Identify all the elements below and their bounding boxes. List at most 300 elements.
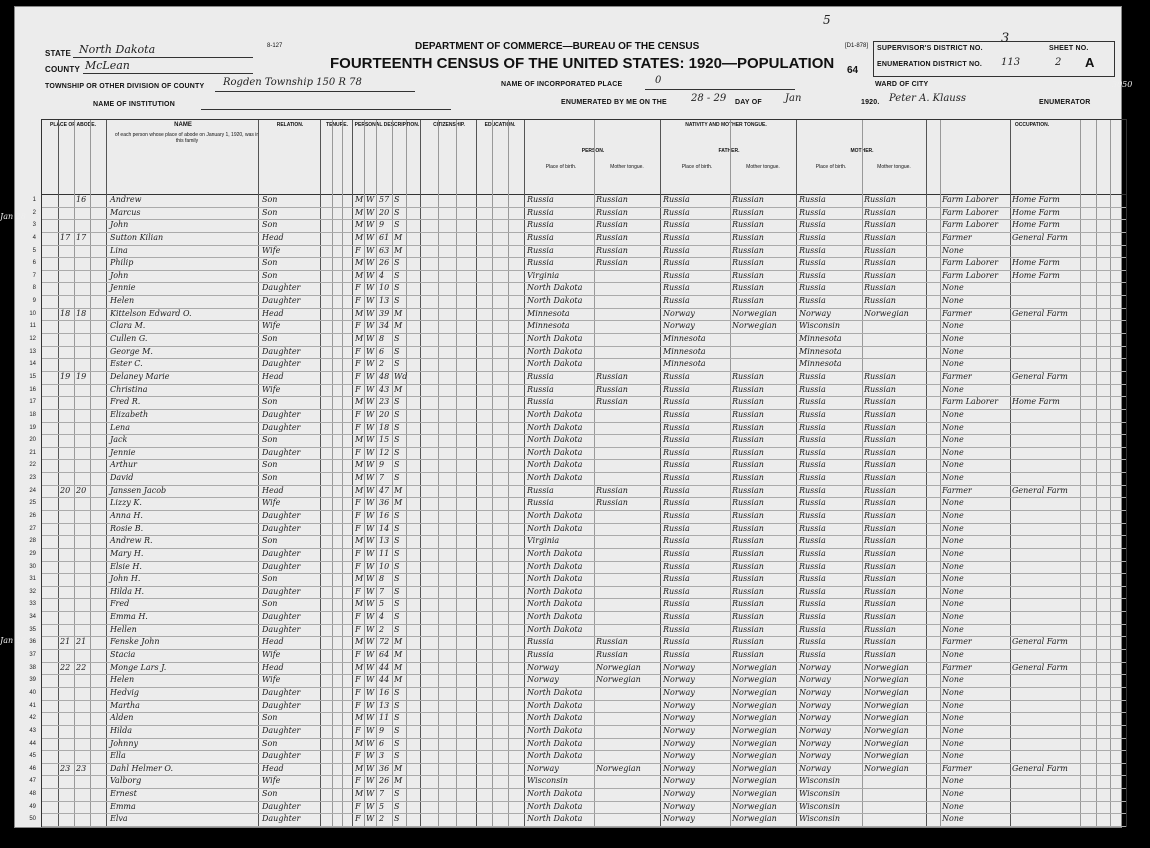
cell-birth: Virginia (527, 270, 560, 280)
cell-ft: Russian (732, 637, 764, 647)
cell-mt: Russian (864, 473, 896, 483)
cell-mar: S (394, 789, 400, 799)
cell-sex: M (355, 232, 364, 242)
cell-mar: S (394, 409, 400, 419)
cell-rel: Head (262, 662, 284, 672)
cell-name: Monge Lars J. (110, 662, 167, 672)
cell-race: W (366, 624, 375, 634)
table-row (29, 573, 1126, 587)
cell-fam: 22 (76, 662, 87, 672)
cell-mt: Russian (864, 624, 896, 634)
cell-name: Ester C. (110, 359, 143, 369)
cell-mb: Russia (799, 536, 826, 546)
cell-tongue: Russian (596, 485, 628, 495)
cell-ft: Russian (732, 245, 764, 255)
cell-age: 7 (379, 789, 385, 799)
cell-mb: Russia (799, 498, 826, 508)
cell-occ: Farm Laborer (942, 220, 999, 230)
cell-name: Elsie H. (110, 561, 142, 571)
cell-rel: Son (262, 460, 278, 470)
table-row (29, 472, 1126, 486)
cell-rel: Daughter (262, 447, 301, 457)
cell-ind: General Farm (1012, 485, 1068, 495)
cell-race: W (366, 270, 375, 280)
col-tenure: TENURE. (326, 122, 348, 128)
table-row (29, 611, 1126, 625)
cell-sex: M (355, 473, 364, 483)
table-row (32, 270, 1126, 284)
cell-mt: Russian (864, 258, 896, 268)
cell-ind: Home Farm (1012, 220, 1060, 230)
cell-race: W (366, 561, 375, 571)
cell-name: Alden (110, 713, 134, 723)
cell-mt: Russian (864, 460, 896, 470)
cell-ft: Norwegian (732, 763, 777, 773)
cell-rel: Daughter (262, 523, 301, 533)
cell-ind: Home Farm (1012, 258, 1060, 268)
cell-birth: Russia (527, 195, 554, 204)
cell-mar: S (394, 435, 400, 445)
table-row (32, 207, 1126, 221)
line-number: 15 (29, 373, 36, 380)
cell-ft: Russian (732, 599, 764, 609)
cell-ft: Norwegian (732, 662, 777, 672)
cell-race: W (366, 334, 375, 344)
cell-sex: F (355, 422, 361, 432)
cell-rel: Daughter (262, 283, 301, 293)
cell-occ: Farmer (942, 308, 972, 318)
cell-age: 4 (379, 270, 385, 280)
cell-birth: North Dakota (527, 422, 583, 432)
cell-mar: M (394, 308, 403, 318)
cell-fb: Russia (663, 599, 690, 609)
cell-rel: Daughter (262, 751, 301, 761)
cell-birth: North Dakota (527, 574, 583, 584)
cell-mar: S (394, 751, 400, 761)
cell-fam: 19 (76, 371, 87, 381)
cell-race: W (366, 612, 375, 622)
cell-fb: Russia (663, 384, 690, 394)
cell-ft: Russian (732, 409, 764, 419)
cell-race: W (366, 207, 375, 217)
cell-occ: None (942, 612, 964, 622)
cell-fb: Russia (663, 612, 690, 622)
cell-mt: Norwegian (864, 713, 909, 723)
cell-age: 8 (379, 574, 385, 584)
cell-tongue: Russian (596, 207, 628, 217)
cell-ft: Russian (732, 536, 764, 546)
col-mother: MOTHER. (850, 148, 874, 154)
cell-mar: S (394, 713, 400, 723)
cell-sex: M (355, 789, 364, 799)
cell-name: Hilda (110, 725, 132, 735)
cell-mb: Russia (799, 422, 826, 432)
cell-fam: 23 (76, 763, 87, 773)
cell-mar: S (394, 814, 400, 824)
cell-name: Hedvig (110, 687, 140, 697)
cell-mar: S (394, 687, 400, 697)
table-row (29, 561, 1126, 575)
cell-mar: S (394, 447, 400, 457)
cell-age: 20 (379, 207, 390, 217)
cell-occ: None (942, 650, 964, 660)
cell-ft: Russian (732, 195, 764, 204)
cell-race: W (366, 700, 375, 710)
cell-age: 13 (379, 296, 390, 306)
cell-sex: M (355, 308, 364, 318)
line-number: 10 (29, 310, 36, 317)
cell-rel: Daughter (262, 814, 301, 824)
cell-sex: F (355, 296, 361, 306)
cell-birth: North Dakota (527, 612, 583, 622)
cell-mar: Wd (394, 371, 408, 381)
cell-fb: Russia (663, 245, 690, 255)
line-number: 32 (29, 588, 36, 595)
cell-name: Andrew R. (110, 536, 153, 546)
state-value: North Dakota (79, 43, 156, 56)
cell-mt: Russian (864, 397, 896, 407)
cell-race: W (366, 523, 375, 533)
cell-occ: None (942, 675, 964, 685)
cell-ft: Russian (732, 650, 764, 660)
cell-name: Marcus (110, 207, 141, 217)
cell-fam: 17 (76, 232, 87, 242)
cell-sex: F (355, 700, 361, 710)
right-margin-number: 3050 (1112, 80, 1133, 89)
cell-occ: None (942, 511, 964, 520)
cell-sex: F (355, 624, 361, 634)
col-nativity: NATIVITY AND MOTHER TONGUE. (685, 122, 767, 128)
cell-fb: Russia (663, 498, 690, 508)
cell-name: Jack (110, 435, 128, 445)
cell-mb: Russia (799, 258, 826, 268)
cell-rel: Son (262, 397, 278, 407)
cell-mt: Russian (864, 511, 896, 520)
cell-rel: Wife (262, 245, 281, 255)
county-label: COUNTY (45, 65, 80, 74)
cell-rel: Son (262, 207, 278, 217)
line-number: 6 (32, 260, 36, 267)
cell-name: Kittelson Edward O. (110, 308, 192, 318)
cell-birth: North Dakota (527, 283, 583, 293)
cell-race: W (366, 789, 375, 799)
cell-age: 14 (379, 523, 390, 533)
cell-ft: Russian (732, 574, 764, 584)
cell-ind: Home Farm (1012, 207, 1060, 217)
cell-age: 44 (379, 675, 390, 685)
line-number: 1 (32, 197, 36, 203)
cell-sex: F (355, 801, 361, 811)
cell-age: 63 (379, 245, 390, 255)
cell-rel: Son (262, 473, 278, 483)
cell-sex: M (355, 435, 364, 445)
cell-race: W (366, 586, 375, 596)
cell-mb: Norway (799, 675, 831, 685)
corner-number: 64 (847, 65, 859, 76)
table-row (29, 624, 1126, 638)
cell-rel: Daughter (262, 687, 301, 697)
cell-fb: Minnesota (663, 346, 706, 356)
cell-name: Hellen (110, 624, 137, 634)
cell-name: Emma H. (110, 612, 148, 622)
cell-birth: North Dakota (527, 687, 583, 697)
line-number: 13 (29, 348, 36, 355)
line-number: 38 (29, 664, 36, 671)
cell-fb: Russia (663, 409, 690, 419)
cell-fb: Russia (663, 232, 690, 242)
cell-occ: Farm Laborer (942, 207, 999, 217)
cell-mb: Russia (799, 574, 826, 584)
col-mother-birth: Place of birth. (815, 164, 847, 170)
day-of-label: DAY OF (735, 99, 762, 106)
cell-mb: Russia (799, 599, 826, 609)
cell-rel: Head (262, 637, 284, 647)
cell-birth: Minnesota (527, 308, 570, 318)
cell-occ: None (942, 548, 964, 558)
cell-occ: None (942, 473, 964, 483)
cell-race: W (366, 662, 375, 672)
cell-occ: None (942, 245, 964, 255)
cell-race: W (366, 321, 375, 331)
cell-sex: F (355, 321, 361, 331)
cell-mb: Russia (799, 270, 826, 280)
cell-birth: North Dakota (527, 789, 583, 799)
cell-fb: Russia (663, 422, 690, 432)
cell-mt: Norwegian (864, 662, 909, 672)
cell-sex: M (355, 334, 364, 344)
table-row (29, 649, 1126, 663)
cell-age: 4 (379, 612, 385, 622)
cell-ft: Russian (732, 232, 764, 242)
cell-age: 9 (379, 460, 385, 470)
cell-occ: None (942, 713, 964, 723)
cell-occ: None (942, 498, 964, 508)
cell-sex: F (355, 523, 361, 533)
line-number: 21 (29, 449, 36, 456)
cell-occ: Farmer (942, 637, 972, 647)
table-column-headers (42, 120, 1126, 195)
cell-rel: Head (262, 371, 284, 381)
cell-name: John (110, 270, 129, 280)
cell-fb: Russia (663, 511, 690, 520)
cell-mt: Russian (864, 207, 896, 217)
cell-name: Sutton Kilian (110, 232, 164, 242)
cell-fb: Norway (663, 738, 695, 748)
table-row (29, 396, 1126, 410)
table-row (29, 510, 1126, 524)
cell-mar: M (394, 485, 403, 495)
cell-age: 23 (379, 397, 390, 407)
cell-mb: Russia (799, 397, 826, 407)
cell-age: 6 (379, 738, 385, 748)
cell-mt: Russian (864, 435, 896, 445)
cell-age: 2 (379, 359, 385, 369)
table-row (29, 763, 1126, 777)
cell-age: 34 (379, 321, 390, 331)
line-number: 39 (29, 677, 36, 684)
cell-race: W (366, 511, 375, 520)
enumerator-label: ENUMERATOR (1039, 99, 1091, 106)
year-value: 1920. (861, 99, 880, 106)
cell-fb: Russia (663, 195, 690, 204)
col-person-tongue: Mother tongue. (610, 164, 644, 170)
table-row (29, 434, 1126, 448)
cell-race: W (366, 637, 375, 647)
col-occupation: OCCUPATION. (1014, 122, 1050, 128)
cell-mb: Russia (799, 561, 826, 571)
cell-age: 44 (379, 662, 390, 672)
cell-mar: S (394, 346, 400, 356)
census-table (29, 119, 1127, 827)
cell-mar: M (394, 232, 403, 242)
cell-sex: M (355, 713, 364, 723)
cell-occ: Farm Laborer (942, 397, 999, 407)
cell-mt: Russian (864, 283, 896, 293)
cell-occ: None (942, 814, 964, 824)
cell-age: 11 (379, 713, 390, 723)
census-header (15, 7, 1121, 119)
cell-mb: Minnesota (799, 359, 842, 369)
cell-age: 8 (379, 334, 385, 344)
cell-mb: Norway (799, 662, 831, 672)
cell-rel: Wife (262, 498, 281, 508)
cell-race: W (366, 422, 375, 432)
cell-sex: F (355, 612, 361, 622)
cell-rel: Son (262, 536, 278, 546)
cell-race: W (366, 296, 375, 306)
cell-fb: Russia (663, 485, 690, 495)
table-row (29, 447, 1126, 461)
cell-fb: Russia (663, 586, 690, 596)
cell-rel: Daughter (262, 296, 301, 306)
cell-fb: Russia (663, 220, 690, 230)
cell-fb: Russia (663, 473, 690, 483)
cell-ft: Russian (732, 258, 764, 268)
cell-mar: S (394, 599, 400, 609)
cell-ft: Russian (732, 435, 764, 445)
cell-mb: Russia (799, 523, 826, 533)
cell-mar: S (394, 296, 400, 306)
cell-rel: Daughter (262, 725, 301, 735)
cell-fb: Russia (663, 296, 690, 306)
cell-mar: S (394, 801, 400, 811)
cell-mb: Norway (799, 751, 831, 761)
cell-sex: M (355, 270, 364, 280)
cell-rel: Head (262, 485, 284, 495)
cell-ft: Russian (732, 561, 764, 571)
cell-mar: M (394, 662, 403, 672)
cell-fb: Russia (663, 536, 690, 546)
cell-sex: F (355, 586, 361, 596)
cell-rel: Son (262, 599, 278, 609)
cell-race: W (366, 473, 375, 483)
table-row (29, 308, 1126, 322)
line-number: 23 (29, 475, 36, 482)
cell-sex: M (355, 207, 364, 217)
cell-fb: Russia (663, 283, 690, 293)
cell-race: W (366, 397, 375, 407)
cell-fb: Norway (663, 687, 695, 697)
cell-sex: F (355, 511, 361, 520)
cell-ind: General Farm (1012, 232, 1068, 242)
cell-mar: S (394, 422, 400, 432)
line-number: 17 (29, 399, 36, 406)
col-citizenship: CITIZENSHIP. (433, 122, 465, 128)
table-row (29, 662, 1126, 676)
cell-ft: Russian (732, 384, 764, 394)
cell-tongue: Russian (596, 384, 628, 394)
line-number: 2 (32, 209, 36, 216)
cell-sex: M (355, 485, 364, 495)
cell-birth: Russia (527, 232, 554, 242)
line-number: 37 (29, 652, 36, 659)
cell-ft: Russian (732, 511, 764, 520)
cell-occ: None (942, 296, 964, 306)
cell-occ: None (942, 435, 964, 445)
cell-birth: North Dakota (527, 460, 583, 470)
cell-name: Elizabeth (110, 409, 149, 419)
cell-age: 2 (379, 624, 385, 634)
cell-mar: S (394, 334, 400, 344)
cell-ft: Russian (732, 473, 764, 483)
cell-fb: Norway (663, 700, 695, 710)
cell-ft: Russian (732, 270, 764, 280)
cell-mt: Russian (864, 561, 896, 571)
institution-label: NAME OF INSTITUTION (93, 101, 175, 108)
cell-fb: Russia (663, 435, 690, 445)
cell-ind: Home Farm (1012, 270, 1060, 280)
cell-occ: Farmer (942, 232, 972, 242)
cell-name: Andrew (110, 195, 142, 204)
cell-name: Janssen Jacob (110, 485, 167, 495)
cell-rel: Son (262, 574, 278, 584)
cell-birth: Russia (527, 371, 554, 381)
line-number: 45 (29, 753, 36, 760)
cell-mt: Russian (864, 296, 896, 306)
cell-dw: 21 (60, 637, 71, 647)
cell-mar: S (394, 574, 400, 584)
cell-occ: Farm Laborer (942, 258, 999, 268)
cell-rel: Wife (262, 675, 281, 685)
cell-sex: M (355, 637, 364, 647)
cell-ft: Norwegian (732, 738, 777, 748)
place-label: NAME OF INCORPORATED PLACE (501, 81, 623, 88)
cell-age: 11 (379, 548, 390, 558)
cell-mb: Russia (799, 485, 826, 495)
cell-mt: Russian (864, 195, 896, 204)
cell-age: 5 (379, 599, 385, 609)
cell-birth: Russia (527, 384, 554, 394)
col-mother-tongue: Mother tongue. (877, 164, 911, 170)
cell-mar: M (394, 637, 403, 647)
cell-mb: Russia (799, 245, 826, 255)
line-number: 8 (32, 285, 36, 292)
cell-birth: North Dakota (527, 359, 583, 369)
table-row (29, 750, 1126, 764)
cell-fam: 20 (76, 485, 87, 495)
cell-rel: Son (262, 738, 278, 748)
cell-occ: None (942, 384, 964, 394)
table-row (32, 245, 1126, 259)
cell-fb: Russia (663, 561, 690, 571)
cell-occ: None (942, 586, 964, 596)
cell-tongue: Russian (596, 245, 628, 255)
line-number: 3 (32, 222, 36, 229)
cell-race: W (366, 675, 375, 685)
table-row (29, 687, 1126, 701)
census-sheet (14, 6, 1122, 828)
cell-mt: Russian (864, 548, 896, 558)
